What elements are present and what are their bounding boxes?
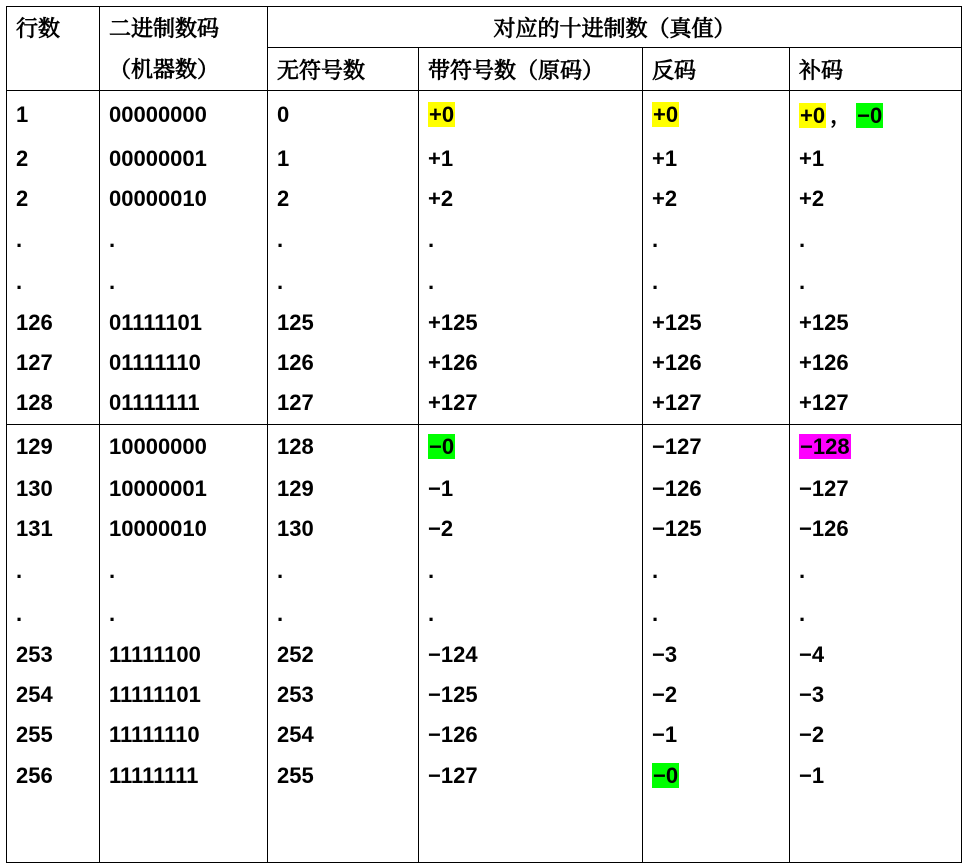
unsigned-value: 126 [268, 343, 419, 383]
ones-complement-value: . [643, 219, 790, 261]
binary-code: 10000010 [100, 509, 268, 549]
binary-code: 00000010 [100, 179, 268, 219]
ones-complement-value: +2 [643, 179, 790, 219]
twos-complement-value: −2 [790, 715, 962, 755]
header-sign-magnitude: 带符号数（原码） [419, 48, 643, 91]
binary-code: . [100, 593, 268, 635]
table-row [7, 219, 962, 261]
ones-complement-value: +126 [643, 343, 790, 383]
row-number: 256 [7, 755, 100, 797]
binary-code: 11111111 [100, 755, 268, 797]
twos-complement-value: . [790, 219, 962, 261]
table-row [7, 635, 962, 675]
header-unsigned: 无符号数 [268, 48, 419, 91]
binary-code: 01111111 [100, 383, 268, 425]
sign-magnitude-value [419, 91, 643, 139]
unsigned-value: . [268, 549, 419, 593]
twos-complement-value: +2 [790, 179, 962, 219]
highlight-green: −0 [653, 762, 679, 788]
row-number: 131 [7, 509, 100, 549]
ones-complement-value: −3 [643, 635, 790, 675]
comma-separator: ， [830, 103, 853, 129]
row-number: 2 [7, 179, 100, 219]
row-number: . [7, 261, 100, 303]
table-row [7, 593, 962, 635]
row-number: 130 [7, 469, 100, 509]
unsigned-value: 127 [268, 383, 419, 425]
header-row-2 [7, 48, 962, 91]
twos-complement-value: +127 [790, 383, 962, 425]
table-row [7, 261, 962, 303]
twos-complement-value: . [790, 549, 962, 593]
unsigned-value: 254 [268, 715, 419, 755]
ones-complement-value: . [643, 593, 790, 635]
twos-complement-value: +126 [790, 343, 962, 383]
sign-magnitude-value: −125 [419, 675, 643, 715]
ones-complement-value: +127 [643, 383, 790, 425]
unsigned-value: . [268, 219, 419, 261]
table-row [7, 303, 962, 343]
header-binary: 二进制数码 [100, 7, 268, 48]
binary-code: 01111110 [100, 343, 268, 383]
table-row [7, 139, 962, 179]
highlight-green: −0 [429, 433, 455, 459]
binary-code: 10000000 [100, 425, 268, 469]
twos-complement-value: −127 [790, 469, 962, 509]
sign-magnitude-value: −126 [419, 715, 643, 755]
sign-magnitude-value: . [419, 219, 643, 261]
binary-code: 00000000 [100, 91, 268, 139]
unsigned-value: 1 [268, 139, 419, 179]
sign-magnitude-value: −124 [419, 635, 643, 675]
highlight-green: −0 [857, 103, 883, 129]
twos-complement-value: −1 [790, 755, 962, 797]
table-row [7, 549, 962, 593]
table-row-empty [7, 797, 962, 863]
binary-code: 10000001 [100, 469, 268, 509]
ones-complement-value: −127 [643, 425, 790, 469]
sign-magnitude-value: +1 [419, 139, 643, 179]
binary-code: 01111101 [100, 303, 268, 343]
row-number: . [7, 219, 100, 261]
table-row [7, 179, 962, 219]
sign-magnitude-value: . [419, 261, 643, 303]
binary-code: . [100, 219, 268, 261]
table-row [7, 425, 962, 469]
sign-magnitude-value: +125 [419, 303, 643, 343]
twos-complement-value: . [790, 261, 962, 303]
row-number: 128 [7, 383, 100, 425]
unsigned-value: 130 [268, 509, 419, 549]
ones-complement-value: −125 [643, 509, 790, 549]
table-row [7, 715, 962, 755]
ones-complement-value: . [643, 261, 790, 303]
binary-code: 11111110 [100, 715, 268, 755]
unsigned-value: . [268, 593, 419, 635]
highlight-yellow: +0 [653, 101, 679, 127]
unsigned-value: 125 [268, 303, 419, 343]
twos-complement-value: +125 [790, 303, 962, 343]
binary-code: . [100, 261, 268, 303]
row-number: 255 [7, 715, 100, 755]
row-number: 2 [7, 139, 100, 179]
unsigned-value: 255 [268, 755, 419, 797]
twos-complement-value [790, 91, 962, 139]
ones-complement-value: +1 [643, 139, 790, 179]
unsigned-value: 252 [268, 635, 419, 675]
binary-code: 11111101 [100, 675, 268, 715]
sign-magnitude-value: −2 [419, 509, 643, 549]
unsigned-value: 253 [268, 675, 419, 715]
header-row-count: 行数 [7, 7, 100, 48]
row-number: 127 [7, 343, 100, 383]
header-twos-complement: 补码 [790, 48, 962, 91]
table-row [7, 755, 962, 797]
twos-complement-value [790, 425, 962, 469]
twos-complement-value: . [790, 593, 962, 635]
ones-complement-value: −1 [643, 715, 790, 755]
binary-code: 11111100 [100, 635, 268, 675]
binary-code: . [100, 549, 268, 593]
sign-magnitude-value: +127 [419, 383, 643, 425]
unsigned-value: . [268, 261, 419, 303]
row-number: 1 [7, 91, 100, 139]
sign-magnitude-value: . [419, 549, 643, 593]
sign-magnitude-value: −127 [419, 755, 643, 797]
header-ones-complement: 反码 [643, 48, 790, 91]
header-binary-sub: （机器数） [100, 48, 268, 91]
row-number: 126 [7, 303, 100, 343]
ones-complement-value: . [643, 549, 790, 593]
ones-complement-value [643, 91, 790, 139]
table-row [7, 383, 962, 425]
sign-magnitude-value: +126 [419, 343, 643, 383]
row-number: 129 [7, 425, 100, 469]
sign-magnitude-value: −1 [419, 469, 643, 509]
row-number: . [7, 549, 100, 593]
header-decimal-group: 对应的十进制数（真值） [268, 7, 962, 48]
ones-complement-value: −126 [643, 469, 790, 509]
table-row [7, 469, 962, 509]
ones-complement-value: +125 [643, 303, 790, 343]
highlight-magenta: −128 [800, 433, 850, 459]
table-row [7, 509, 962, 549]
unsigned-value: 2 [268, 179, 419, 219]
sign-magnitude-value [419, 425, 643, 469]
row-number: 253 [7, 635, 100, 675]
unsigned-value: 0 [268, 91, 419, 139]
row-number: 254 [7, 675, 100, 715]
unsigned-value: 129 [268, 469, 419, 509]
binary-code: 00000001 [100, 139, 268, 179]
twos-complement-value: +1 [790, 139, 962, 179]
encoding-table [6, 6, 962, 863]
ones-complement-value: −2 [643, 675, 790, 715]
sign-magnitude-value: +2 [419, 179, 643, 219]
table-row [7, 91, 962, 139]
header-row-1 [7, 7, 962, 48]
table-row [7, 675, 962, 715]
unsigned-value: 128 [268, 425, 419, 469]
ones-complement-value [643, 755, 790, 797]
highlight-yellow: +0 [800, 103, 826, 129]
twos-complement-value: −4 [790, 635, 962, 675]
sign-magnitude-value: . [419, 593, 643, 635]
table-row [7, 343, 962, 383]
row-number: . [7, 593, 100, 635]
twos-complement-value: −3 [790, 675, 962, 715]
twos-complement-value: −126 [790, 509, 962, 549]
highlight-yellow: +0 [429, 101, 455, 127]
